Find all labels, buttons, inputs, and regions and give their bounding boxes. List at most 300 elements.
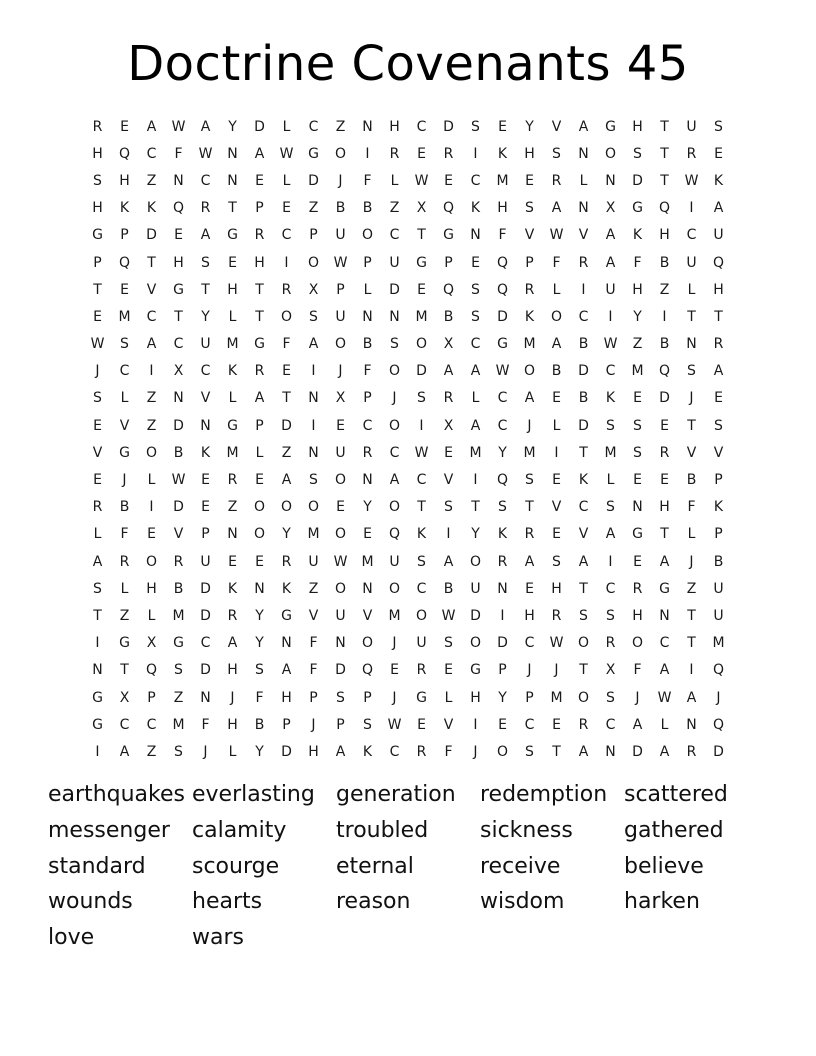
grid-letter: S xyxy=(471,308,480,325)
grid-letter: T xyxy=(687,308,696,325)
grid-letter: N xyxy=(227,172,238,189)
grid-letter: N xyxy=(227,526,238,543)
grid-letter: L xyxy=(120,390,129,407)
grid-letter: W xyxy=(90,336,105,353)
grid-letter: Y xyxy=(498,689,507,706)
grid-letter: R xyxy=(686,743,697,760)
grid-letter: E xyxy=(525,580,534,597)
grid-letter: R xyxy=(416,662,427,679)
grid-letter: S xyxy=(606,607,615,624)
grid-letter: G xyxy=(416,689,427,706)
grid-letter: J xyxy=(122,472,127,489)
grid-letter: N xyxy=(497,580,508,597)
grid-letter: R xyxy=(605,635,616,652)
grid-letter: K xyxy=(713,172,724,189)
grid-letter: O xyxy=(361,227,374,244)
grid-letter: L xyxy=(147,472,156,489)
grid-letter: J xyxy=(230,689,235,706)
grid-letter: S xyxy=(498,499,507,516)
grid-letter: N xyxy=(227,145,238,162)
grid-letter: M xyxy=(712,635,725,652)
grid-letter: O xyxy=(361,635,374,652)
word-list-item: generation xyxy=(336,782,456,807)
grid-letter: A xyxy=(578,118,589,135)
grid-letter: J xyxy=(689,390,694,407)
grid-letter: C xyxy=(146,716,157,733)
grid-letter: C xyxy=(416,472,427,489)
grid-letter: N xyxy=(308,444,319,461)
grid-letter: R xyxy=(389,145,400,162)
grid-letter: Q xyxy=(118,254,131,271)
grid-row xyxy=(84,630,732,657)
grid-row xyxy=(84,548,732,575)
grid-letter: B xyxy=(443,580,454,597)
grid-letter: R xyxy=(713,336,724,353)
word-list-item: gathered xyxy=(624,817,724,843)
grid-letter: N xyxy=(308,390,319,407)
grid-letter: Q xyxy=(712,716,725,733)
grid-letter: P xyxy=(444,254,453,271)
grid-letter: U xyxy=(335,607,346,624)
grid-letter: A xyxy=(92,553,103,570)
grid-letter: P xyxy=(93,254,102,271)
grid-letter: D xyxy=(335,662,346,679)
grid-letter: M xyxy=(469,444,482,461)
grid-letter: T xyxy=(471,499,480,516)
grid-letter: N xyxy=(281,635,292,652)
grid-letter: I xyxy=(581,281,586,298)
grid-letter: N xyxy=(173,390,184,407)
grid-letter: T xyxy=(552,743,561,760)
grid-letter: O xyxy=(577,689,590,706)
grid-letter: S xyxy=(606,499,615,516)
grid-letter: R xyxy=(443,145,454,162)
grid-letter: H xyxy=(659,227,670,244)
grid-letter: T xyxy=(201,281,210,298)
grid-letter: E xyxy=(444,444,453,461)
word-list-item: wisdom xyxy=(480,889,565,915)
grid-letter: O xyxy=(334,145,347,162)
grid-letter: A xyxy=(335,743,346,760)
grid-letter: R xyxy=(524,526,535,543)
grid-letter: G xyxy=(254,336,265,353)
grid-letter: C xyxy=(146,308,157,325)
grid-letter: P xyxy=(525,254,534,271)
grid-letter: I xyxy=(446,526,451,543)
grid-letter: Z xyxy=(173,689,184,706)
grid-letter: Z xyxy=(146,743,157,760)
grid-letter: P xyxy=(363,390,372,407)
grid-letter: O xyxy=(253,499,266,516)
grid-letter: F xyxy=(282,336,291,353)
grid-row xyxy=(84,249,732,276)
grid-letter: W xyxy=(441,607,456,624)
grid-letter: O xyxy=(253,526,266,543)
grid-letter: E xyxy=(471,254,480,271)
grid-letter: P xyxy=(714,526,723,543)
grid-letter: V xyxy=(200,390,211,407)
grid-letter: E xyxy=(363,526,372,543)
grid-letter: Z xyxy=(308,580,319,597)
grid-letter: X xyxy=(173,363,184,380)
grid-letter: I xyxy=(689,200,694,217)
grid-letter: S xyxy=(525,200,534,217)
grid-letter: G xyxy=(92,716,103,733)
grid-letter: N xyxy=(92,662,103,679)
grid-letter: E xyxy=(417,281,426,298)
grid-letter: R xyxy=(254,227,265,244)
grid-row xyxy=(84,412,732,439)
grid-letter: E xyxy=(93,472,102,489)
grid-letter: D xyxy=(173,499,184,516)
grid-row xyxy=(84,521,732,548)
grid-letter: J xyxy=(392,390,397,407)
grid-letter: P xyxy=(255,200,264,217)
grid-letter: J xyxy=(689,553,694,570)
grid-letter: N xyxy=(470,227,481,244)
grid-letter: D xyxy=(254,118,265,135)
grid-letter: R xyxy=(659,444,670,461)
grid-letter: M xyxy=(550,689,563,706)
grid-letter: A xyxy=(605,526,616,543)
grid-letter: B xyxy=(254,716,265,733)
grid-letter: E xyxy=(552,472,561,489)
grid-letter: I xyxy=(689,662,694,679)
grid-letter: Q xyxy=(118,145,131,162)
grid-letter: I xyxy=(149,499,154,516)
grid-letter: G xyxy=(605,118,616,135)
grid-letter: A xyxy=(200,227,211,244)
grid-letter: J xyxy=(527,417,532,434)
grid-letter: N xyxy=(335,635,346,652)
grid-letter: C xyxy=(416,118,427,135)
grid-letter: W xyxy=(387,716,402,733)
grid-letter: A xyxy=(227,635,238,652)
grid-letter: P xyxy=(336,716,345,733)
word-list xyxy=(48,778,768,957)
grid-letter: H xyxy=(497,200,508,217)
grid-letter: E xyxy=(282,200,291,217)
grid-letter: C xyxy=(200,635,211,652)
grid-letter: S xyxy=(201,254,210,271)
grid-letter: C xyxy=(605,716,616,733)
grid-letter: B xyxy=(173,444,184,461)
grid-letter: H xyxy=(92,200,103,217)
grid-letter: U xyxy=(686,118,697,135)
grid-letter: G xyxy=(92,227,103,244)
word-list-item: receive xyxy=(480,853,561,879)
grid-letter: E xyxy=(336,417,345,434)
grid-letter: A xyxy=(632,716,643,733)
grid-letter: K xyxy=(632,227,643,244)
grid-letter: J xyxy=(338,363,343,380)
grid-letter: S xyxy=(363,716,372,733)
grid-letter: C xyxy=(497,390,508,407)
grid-letter: X xyxy=(146,635,157,652)
grid-letter: J xyxy=(311,716,316,733)
grid-letter: H xyxy=(119,172,130,189)
grid-letter: B xyxy=(362,336,373,353)
grid-letter: V xyxy=(551,499,562,516)
grid-letter: N xyxy=(362,118,373,135)
grid-letter: H xyxy=(92,145,103,162)
grid-letter: Q xyxy=(145,662,158,679)
grid-letter: G xyxy=(497,336,508,353)
grid-letter: P xyxy=(714,472,723,489)
grid-letter: N xyxy=(686,336,697,353)
grid-letter: S xyxy=(714,118,723,135)
grid-letter: K xyxy=(227,580,238,597)
grid-letter: U xyxy=(416,635,427,652)
grid-row xyxy=(84,195,732,222)
grid-letter: O xyxy=(604,145,617,162)
grid-letter: A xyxy=(578,553,589,570)
grid-letter: C xyxy=(200,363,211,380)
grid-letter: A xyxy=(551,336,562,353)
grid-letter: R xyxy=(578,254,589,271)
grid-letter: K xyxy=(713,499,724,516)
grid-letter: U xyxy=(200,336,211,353)
grid-letter: H xyxy=(713,281,724,298)
grid-letter: O xyxy=(496,743,509,760)
grid-letter: L xyxy=(687,281,696,298)
grid-letter: S xyxy=(336,689,345,706)
grid-row xyxy=(84,738,732,765)
grid-letter: Y xyxy=(282,526,291,543)
grid-letter: D xyxy=(389,281,400,298)
grid-letter: D xyxy=(173,417,184,434)
grid-letter: Q xyxy=(496,254,509,271)
grid-letter: A xyxy=(119,743,130,760)
grid-letter: I xyxy=(95,743,100,760)
grid-letter: L xyxy=(228,308,237,325)
grid-letter: M xyxy=(631,363,644,380)
grid-letter: A xyxy=(713,200,724,217)
grid-letter: F xyxy=(633,254,642,271)
grid-letter: S xyxy=(93,390,102,407)
grid-letter: N xyxy=(389,308,400,325)
grid-letter: W xyxy=(279,145,294,162)
grid-letter: N xyxy=(254,580,265,597)
grid-letter: P xyxy=(336,281,345,298)
grid-letter: N xyxy=(362,308,373,325)
grid-letter: D xyxy=(632,172,643,189)
grid-letter: S xyxy=(417,553,426,570)
grid-letter: V xyxy=(713,444,724,461)
grid-letter: B xyxy=(713,553,724,570)
grid-letter: H xyxy=(632,118,643,135)
grid-letter: E xyxy=(255,172,264,189)
word-list-item: wounds xyxy=(48,889,133,915)
grid-letter: W xyxy=(549,227,564,244)
grid-letter: A xyxy=(605,254,616,271)
grid-letter: A xyxy=(470,363,481,380)
grid-letter: L xyxy=(606,472,615,489)
grid-letter: B xyxy=(578,390,589,407)
grid-letter: O xyxy=(523,363,536,380)
grid-letter: P xyxy=(525,689,534,706)
grid-letter: H xyxy=(389,118,400,135)
word-list-item: scourge xyxy=(192,853,280,879)
grid-letter: S xyxy=(633,444,642,461)
grid-letter: F xyxy=(444,743,453,760)
grid-letter: L xyxy=(228,743,237,760)
word-list-item: standard xyxy=(48,853,146,879)
grid-letter: Y xyxy=(201,308,210,325)
grid-letter: Y xyxy=(255,635,264,652)
grid-letter: W xyxy=(333,254,348,271)
grid-letter: C xyxy=(470,172,481,189)
grid-letter: L xyxy=(552,417,561,434)
grid-letter: D xyxy=(497,635,508,652)
grid-letter: D xyxy=(632,743,643,760)
grid-letter: H xyxy=(227,662,238,679)
grid-letter: T xyxy=(660,172,669,189)
grid-letter: J xyxy=(554,662,559,679)
grid-letter: W xyxy=(603,336,618,353)
grid-letter: Z xyxy=(659,281,670,298)
grid-letter: U xyxy=(713,227,724,244)
grid-letter: H xyxy=(551,580,562,597)
grid-letter: E xyxy=(633,390,642,407)
grid-letter: E xyxy=(255,553,264,570)
grid-letter: O xyxy=(307,254,320,271)
grid-row xyxy=(84,358,732,385)
grid-letter: I xyxy=(473,716,478,733)
grid-letter: J xyxy=(635,689,640,706)
grid-letter: U xyxy=(686,254,697,271)
grid-letter: S xyxy=(309,308,318,325)
grid-letter: N xyxy=(578,145,589,162)
grid-letter: E xyxy=(255,472,264,489)
grid-letter: T xyxy=(660,526,669,543)
grid-letter: L xyxy=(660,716,669,733)
grid-letter: D xyxy=(659,390,670,407)
grid-letter: E xyxy=(417,716,426,733)
grid-letter: L xyxy=(282,118,291,135)
grid-letter: E xyxy=(228,553,237,570)
grid-letter: C xyxy=(308,118,319,135)
grid-letter: Q xyxy=(442,281,455,298)
grid-letter: B xyxy=(686,472,697,489)
grid-letter: H xyxy=(659,499,670,516)
grid-letter: A xyxy=(443,553,454,570)
grid-letter: R xyxy=(551,172,562,189)
grid-letter: S xyxy=(714,417,723,434)
grid-letter: E xyxy=(228,254,237,271)
grid-letter: T xyxy=(687,635,696,652)
grid-letter: U xyxy=(389,254,400,271)
grid-letter: U xyxy=(335,444,346,461)
grid-letter: L xyxy=(255,444,264,461)
grid-letter: V xyxy=(443,472,454,489)
grid-letter: J xyxy=(95,363,100,380)
grid-letter: C xyxy=(416,580,427,597)
grid-letter: T xyxy=(660,118,669,135)
grid-letter: L xyxy=(93,526,102,543)
grid-letter: W xyxy=(171,472,186,489)
grid-letter: E xyxy=(174,227,183,244)
grid-letter: A xyxy=(659,662,670,679)
grid-letter: C xyxy=(119,716,130,733)
grid-letter: B xyxy=(335,200,346,217)
grid-letter: V xyxy=(524,227,535,244)
grid-letter: N xyxy=(173,172,184,189)
grid-letter: A xyxy=(254,390,265,407)
grid-letter: K xyxy=(578,472,589,489)
grid-letter: P xyxy=(282,716,291,733)
grid-letter: D xyxy=(713,743,724,760)
grid-letter: E xyxy=(714,145,723,162)
grid-letter: X xyxy=(119,689,130,706)
grid-letter: X xyxy=(605,200,616,217)
grid-letter: T xyxy=(120,662,129,679)
grid-letter: E xyxy=(147,526,156,543)
grid-letter: E xyxy=(498,716,507,733)
grid-letter: B xyxy=(443,308,454,325)
grid-letter: G xyxy=(308,145,319,162)
grid-letter: Q xyxy=(658,363,671,380)
grid-letter: P xyxy=(147,689,156,706)
grid-letter: E xyxy=(552,716,561,733)
grid-letter: S xyxy=(120,336,129,353)
grid-letter: Y xyxy=(633,308,642,325)
grid-letter: T xyxy=(174,308,183,325)
grid-letter: C xyxy=(173,336,184,353)
grid-letter: N xyxy=(659,607,670,624)
grid-letter: L xyxy=(147,607,156,624)
grid-letter: M xyxy=(388,607,401,624)
grid-letter: U xyxy=(605,281,616,298)
grid-letter: S xyxy=(93,172,102,189)
grid-letter: S xyxy=(255,662,264,679)
grid-letter: T xyxy=(93,281,102,298)
grid-letter: W xyxy=(414,444,429,461)
grid-letter: F xyxy=(120,526,129,543)
grid-letter: R xyxy=(227,607,238,624)
grid-letter: G xyxy=(632,200,643,217)
grid-letter: C xyxy=(605,363,616,380)
grid-letter: S xyxy=(606,689,615,706)
grid-letter: O xyxy=(280,308,293,325)
grid-letter: E xyxy=(336,499,345,516)
grid-letter: V xyxy=(578,526,589,543)
word-list-item: wars xyxy=(192,925,244,951)
grid-letter: K xyxy=(470,200,481,217)
grid-letter: W xyxy=(198,145,213,162)
grid-letter: T xyxy=(687,417,696,434)
grid-letter: B xyxy=(119,499,130,516)
grid-letter: E xyxy=(660,472,669,489)
grid-letter: N xyxy=(605,172,616,189)
grid-letter: T xyxy=(579,662,588,679)
grid-letter: R xyxy=(227,472,238,489)
grid-letter: B xyxy=(659,254,670,271)
grid-letter: M xyxy=(523,444,536,461)
grid-letter: Z xyxy=(632,336,643,353)
grid-letter: E xyxy=(93,417,102,434)
grid-letter: L xyxy=(552,281,561,298)
grid-letter: H xyxy=(632,281,643,298)
grid-letter: S xyxy=(174,743,183,760)
grid-letter: O xyxy=(469,553,482,570)
grid-letter: Z xyxy=(335,118,346,135)
word-list-item: eternal xyxy=(336,853,414,879)
grid-letter: O xyxy=(307,499,320,516)
grid-letter: W xyxy=(657,689,672,706)
grid-letter: K xyxy=(497,145,508,162)
grid-letter: C xyxy=(605,580,616,597)
